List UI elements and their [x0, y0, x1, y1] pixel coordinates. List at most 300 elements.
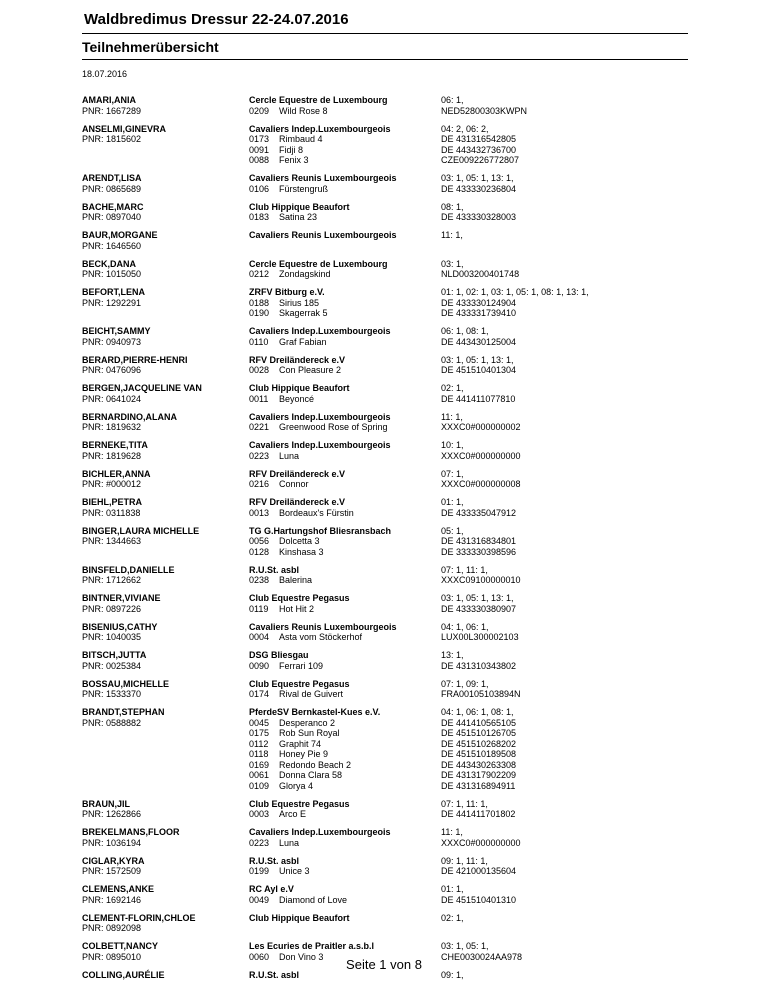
participant-row [82, 326, 688, 347]
competition-starts: 11: 1, [441, 411, 463, 422]
participant-row [82, 593, 688, 614]
horse-entry [249, 838, 441, 849]
competition-starts: 03: 1, [441, 258, 464, 269]
horse-name: Asta vom Stöckerhof [279, 632, 363, 642]
horse-name: Beyoncé [279, 393, 315, 404]
horse-passport-number: CHE0030024AA978 [441, 951, 523, 962]
competition-starts: 09: 1, [441, 969, 464, 980]
rider-pnr: PNR: 0895010 [82, 951, 142, 962]
rider-name: BITSCH,JUTTA [82, 650, 147, 660]
rider-pnr: PNR: 1036194 [82, 837, 142, 848]
rider-cell [82, 173, 249, 194]
horse-name: Honey Pie 9 [279, 749, 329, 759]
participant-row [82, 650, 688, 671]
competition-starts: 01: 1, [441, 884, 464, 894]
participant-row [82, 355, 688, 376]
horse-entry [249, 770, 441, 781]
club-name: Club Hippique Beaufort [249, 912, 350, 923]
horse-passport-number: XXXC09100000010 [441, 575, 521, 585]
horse-name: Zondagskind [279, 269, 331, 279]
horse-entry [249, 604, 441, 615]
horse-entry [249, 536, 441, 547]
horse-entry [249, 728, 441, 739]
details-cell [441, 913, 688, 934]
horse-id: 0049 [249, 894, 270, 905]
club-name: Club Hippique Beaufort [249, 201, 350, 212]
club-cell [249, 440, 441, 461]
horse-name: Redondo Beach 2 [279, 759, 352, 770]
club-name: TG G.Hartungshof Bliesransbach [249, 525, 392, 536]
horse-passport-number: DE 421000135604 [441, 866, 517, 876]
details-cell [441, 412, 688, 433]
rider-cell [82, 230, 249, 251]
horse-entry [249, 394, 441, 405]
rider-pnr: PNR: 1292291 [82, 297, 142, 308]
horse-passport-number: DE 441411701802 [441, 809, 516, 819]
competition-starts: 05: 1, [441, 525, 464, 536]
rider-pnr: PNR: 1815602 [82, 134, 142, 144]
details-cell [441, 173, 688, 194]
competition-starts: 06: 1, [441, 95, 464, 105]
rider-name: BINTNER,VIVIANE [82, 593, 161, 603]
club-name: Cavaliers Reunis Luxembourgeois [249, 621, 397, 632]
horse-entry [249, 134, 441, 145]
horse-name: Satina 23 [279, 212, 318, 222]
rider-name: CIGLAR,KYRA [82, 855, 145, 866]
rider-name: BISENIUS,CATHY [82, 621, 158, 632]
horse-entry [249, 106, 441, 117]
horse-passport-number: DE 433330124904 [441, 297, 517, 308]
horse-id: 0109 [249, 780, 270, 791]
horse-id: 0118 [249, 749, 269, 759]
participant-row [82, 173, 688, 194]
details-cell [441, 440, 688, 461]
club-cell [249, 707, 441, 791]
horse-passport-number: DE 451510126705 [441, 728, 517, 738]
horse-entry [249, 689, 441, 700]
rider-name: BRANDT,STEPHAN [82, 707, 165, 717]
details-cell [441, 526, 688, 558]
club-cell [249, 565, 441, 586]
club-cell [249, 679, 441, 700]
horse-id: 0190 [249, 308, 270, 318]
rider-cell [82, 565, 249, 586]
rider-cell [82, 913, 249, 934]
club-name: RFV Dreiländereck e.V [249, 354, 346, 365]
club-cell [249, 526, 441, 558]
horse-name: Bordeaux's Fürstin [279, 507, 354, 518]
club-name: Cavaliers Indep.Luxembourgeois [249, 123, 391, 134]
horse-name: Unice 3 [279, 866, 310, 876]
horse-id: 0106 [249, 183, 270, 194]
horse-id: 0183 [249, 212, 270, 222]
horse-passport-number: NED52800303KWPN [441, 105, 528, 116]
horse-entry [249, 508, 441, 519]
details-cell [441, 259, 688, 280]
participant-list [82, 95, 688, 988]
horse-id: 0174 [249, 689, 270, 699]
rider-pnr: PNR: 1712662 [82, 575, 142, 585]
rider-cell [82, 440, 249, 461]
competition-starts: 01: 1, [441, 497, 464, 507]
club-name: Cavaliers Indep.Luxembourgeois [249, 827, 391, 837]
horse-id: 0223 [249, 837, 270, 848]
horse-passport-number: DE 431316542805 [441, 134, 517, 144]
rider-cell [82, 259, 249, 280]
details-cell [441, 856, 688, 877]
rider-pnr: PNR: 0897226 [82, 603, 142, 614]
horse-id: 0173 [249, 134, 270, 144]
horse-entry [249, 269, 441, 280]
participant-row [82, 202, 688, 223]
horse-passport-number: DE 433331739410 [441, 308, 517, 318]
details-cell [441, 355, 688, 376]
section-divider [82, 59, 688, 60]
details-cell [441, 124, 688, 166]
rider-pnr: PNR: 1572509 [82, 866, 142, 876]
horse-passport-number: DE 431310343802 [441, 660, 517, 671]
rider-pnr: PNR: #000012 [82, 479, 142, 489]
rider-pnr: PNR: 0865689 [82, 183, 142, 194]
participant-row [82, 383, 688, 404]
horse-id: 0004 [249, 632, 270, 642]
rider-cell [82, 202, 249, 223]
rider-name: BREKELMANS,FLOOR [82, 827, 180, 837]
horse-passport-number: DE 451510189508 [441, 749, 517, 759]
horse-id: 0061 [249, 770, 270, 780]
horse-entry [249, 575, 441, 586]
club-cell [249, 259, 441, 280]
horse-passport-number: DE 431316894911 [441, 780, 516, 791]
horse-name: Diamond of Love [279, 894, 348, 905]
club-cell [249, 326, 441, 347]
rider-pnr: PNR: 0311838 [82, 507, 141, 518]
horse-passport-number: DE 433335047912 [441, 507, 517, 518]
club-cell [249, 856, 441, 877]
horse-name: Luna [279, 837, 300, 848]
club-cell [249, 884, 441, 905]
competition-starts: 07: 1, 09: 1, [441, 678, 489, 689]
details-cell [441, 230, 688, 251]
rider-name: BERNARDINO,ALANA [82, 411, 177, 422]
club-name: Cavaliers Indep.Luxembourgeois [249, 326, 391, 336]
horse-entry [249, 155, 441, 166]
horse-name: Arco E [279, 809, 307, 819]
rider-pnr: PNR: 1819632 [82, 422, 142, 432]
rider-name: BICHLER,ANNA [82, 468, 151, 479]
rider-pnr: PNR: 0897040 [82, 212, 142, 222]
details-cell [441, 622, 688, 643]
rider-pnr: PNR: 0940973 [82, 336, 142, 347]
participant-row [82, 412, 688, 433]
club-name: DSG Bliesgau [249, 650, 309, 660]
horse-entry [249, 718, 441, 729]
horse-name: Rival de Guivert [279, 689, 344, 699]
competition-starts: 02: 1, [441, 912, 464, 923]
club-cell [249, 355, 441, 376]
horse-entry [249, 337, 441, 348]
club-cell [249, 827, 441, 848]
horse-id: 0119 [249, 603, 269, 614]
horse-passport-number: DE 441410565105 [441, 717, 517, 728]
rider-name: BINGER,LAURA MICHELLE [82, 525, 200, 536]
horse-id: 0091 [249, 144, 270, 155]
rider-cell [82, 124, 249, 166]
club-cell [249, 95, 441, 116]
rider-name: BERARD,PIERRE-HENRI [82, 354, 188, 365]
details-cell [441, 827, 688, 848]
competition-starts: 04: 1, 06: 1, [441, 621, 489, 632]
horse-id: 0216 [249, 479, 270, 489]
horse-name: Kinshasa 3 [279, 546, 324, 557]
rider-pnr: PNR: 1819628 [82, 450, 142, 461]
horse-entry [249, 547, 441, 558]
horse-name: Fidji 8 [279, 144, 304, 155]
horse-passport-number: DE 431316834801 [441, 536, 517, 546]
horse-id: 0013 [249, 507, 270, 518]
competition-starts: 08: 1, [441, 201, 464, 212]
horse-entry [249, 760, 441, 771]
club-name: Club Equestre Pegasus [249, 678, 350, 689]
horse-name: Balerina [279, 575, 313, 585]
competition-starts: 03: 1, 05: 1, 13: 1, [441, 354, 514, 365]
horse-name: Hot Hit 2 [279, 603, 315, 614]
horse-passport-number: CZE009226772807 [441, 155, 520, 165]
rider-name: BIEHL,PETRA [82, 497, 143, 507]
horse-entry [249, 212, 441, 223]
details-cell [441, 469, 688, 490]
participant-row [82, 565, 688, 586]
club-name: R.U.St. asbl [249, 969, 300, 980]
club-name: Club Equestre Pegasus [249, 593, 350, 603]
competition-starts: 07: 1, [441, 468, 464, 479]
competition-starts: 03: 1, 05: 1, [441, 941, 489, 951]
horse-id: 0169 [249, 759, 270, 770]
horse-id: 0028 [249, 365, 270, 375]
competition-starts: 11: 1, [441, 230, 463, 240]
horse-name: Don Vino 3 [279, 951, 324, 962]
horse-name: Graf Fabian [279, 336, 327, 347]
horse-entry [249, 298, 441, 309]
horse-name: Luna [279, 450, 300, 461]
competition-starts: 09: 1, 11: 1, [441, 855, 488, 866]
horse-passport-number: NLD003200401748 [441, 269, 520, 279]
competition-starts: 13: 1, [441, 650, 464, 660]
rider-cell [82, 593, 249, 614]
rider-cell [82, 412, 249, 433]
competition-starts: 04: 1, 06: 1, 08: 1, [441, 707, 514, 717]
club-cell [249, 469, 441, 490]
rider-cell [82, 856, 249, 877]
participant-row [82, 497, 688, 518]
horse-passport-number: DE 451510401304 [441, 365, 517, 375]
club-cell [249, 412, 441, 433]
horse-passport-number: DE 433330380907 [441, 603, 517, 614]
horse-name: Skagerrak 5 [279, 308, 328, 318]
horse-passport-number: XXXC0#000000000 [441, 837, 521, 848]
horse-id: 0011 [249, 393, 269, 404]
participant-row [82, 679, 688, 700]
rider-pnr: PNR: 0025384 [82, 660, 142, 671]
competition-starts: 10: 1, [441, 440, 464, 450]
rider-cell [82, 326, 249, 347]
horse-passport-number: DE 433330236804 [441, 183, 517, 194]
details-cell [441, 650, 688, 671]
rider-name: COLLING,AURÉLIE [82, 969, 165, 980]
participant-row [82, 95, 688, 116]
club-name: PferdeSV Bernkastel-Kues e.V. [249, 707, 381, 717]
details-cell [441, 287, 688, 319]
report-date: 18.07.2016 [82, 69, 128, 79]
competition-starts: 04: 2, 06: 2, [441, 123, 489, 134]
horse-entry [249, 479, 441, 490]
club-name: Cavaliers Reunis Luxembourgeois [249, 230, 397, 240]
horse-name: Ferrari 109 [279, 660, 324, 671]
horse-entry [249, 895, 441, 906]
club-name: R.U.St. asbl [249, 855, 300, 866]
club-cell [249, 124, 441, 166]
rider-pnr: PNR: 1533370 [82, 689, 142, 699]
horse-passport-number: LUX00L300002103 [441, 632, 519, 642]
horse-id: 0110 [249, 336, 269, 347]
rider-pnr: PNR: 1040035 [82, 632, 142, 642]
rider-pnr: PNR: 1262866 [82, 809, 142, 819]
horse-id: 0088 [249, 155, 270, 165]
horse-passport-number: DE 443430125004 [441, 336, 517, 347]
rider-pnr: PNR: 1667289 [82, 105, 142, 116]
competition-starts: 03: 1, 05: 1, 13: 1, [441, 173, 514, 183]
club-name: Cavaliers Indep.Luxembourgeois [249, 411, 391, 422]
rider-pnr: PNR: 0641024 [82, 393, 142, 404]
horse-name: Rob Sun Royal [279, 728, 340, 738]
rider-name: BOSSAU,MICHELLE [82, 678, 170, 689]
horse-name: Connor [279, 479, 309, 489]
rider-pnr: PNR: 1015050 [82, 269, 142, 279]
rider-pnr: PNR: 1344663 [82, 536, 142, 546]
horse-entry [249, 866, 441, 877]
horse-passport-number: XXXC0#000000002 [441, 422, 521, 432]
participant-row [82, 856, 688, 877]
participant-row [82, 884, 688, 905]
rider-cell [82, 526, 249, 558]
rider-name: BAUR,MORGANE [82, 230, 158, 240]
horse-name: Graphit 74 [279, 738, 322, 749]
competition-starts: 07: 1, 11: 1, [441, 564, 488, 575]
horse-id: 0212 [249, 269, 270, 279]
horse-id: 0199 [249, 866, 270, 876]
horse-entry [249, 451, 441, 462]
club-name: Club Equestre Pegasus [249, 798, 350, 809]
page-number: Seite 1 von 8 [346, 957, 422, 972]
club-cell [249, 230, 441, 251]
details-cell [441, 383, 688, 404]
details-cell [441, 884, 688, 905]
details-cell [441, 593, 688, 614]
horse-id: 0056 [249, 536, 270, 546]
horse-id: 0188 [249, 297, 270, 308]
competition-starts: 11: 1, [441, 827, 463, 837]
details-cell [441, 202, 688, 223]
horse-passport-number: DE 443430263308 [441, 759, 517, 770]
horse-name: Fenix 3 [279, 155, 309, 165]
horse-id: 0128 [249, 546, 270, 557]
horse-entry [249, 739, 441, 750]
rider-cell [82, 827, 249, 848]
club-name: Les Ecuries de Praitler a.s.b.l [249, 941, 375, 951]
club-name: R.U.St. asbl [249, 564, 300, 575]
details-cell [441, 799, 688, 820]
club-cell [249, 622, 441, 643]
participant-row [82, 440, 688, 461]
rider-cell [82, 355, 249, 376]
rider-cell [82, 469, 249, 490]
club-cell [249, 799, 441, 820]
club-name: Cavaliers Indep.Luxembourgeois [249, 440, 391, 450]
participant-row [82, 259, 688, 280]
club-cell [249, 173, 441, 194]
details-cell [441, 326, 688, 347]
horse-name: Con Pleasure 2 [279, 365, 342, 375]
horse-passport-number: DE 451510401310 [441, 894, 517, 905]
horse-passport-number: DE 333330398596 [441, 546, 517, 557]
rider-cell [82, 287, 249, 319]
horse-id: 0112 [249, 738, 269, 749]
rider-name: CLEMENS,ANKE [82, 884, 155, 894]
rider-name: BRAUN,JIL [82, 798, 131, 809]
rider-cell [82, 95, 249, 116]
club-cell [249, 593, 441, 614]
rider-name: ANSELMI,GINEVRA [82, 123, 167, 134]
rider-name: BERNEKE,TITA [82, 440, 148, 450]
horse-entry [249, 632, 441, 643]
rider-name: COLBETT,NANCY [82, 941, 158, 951]
horse-entry [249, 809, 441, 820]
page-title: Waldbredimus Dressur 22-24.07.2016 [84, 11, 349, 28]
details-cell [441, 565, 688, 586]
club-name: Cavaliers Reunis Luxembourgeois [249, 173, 397, 183]
horse-passport-number: DE 431317902209 [441, 770, 517, 780]
rider-name: BECK,DANA [82, 258, 136, 269]
horse-id: 0090 [249, 660, 270, 671]
rider-pnr: PNR: 0892098 [82, 923, 142, 933]
horse-entry [249, 184, 441, 195]
competition-starts: 03: 1, 05: 1, 13: 1, [441, 593, 514, 603]
competition-starts: 01: 1, 02: 1, 03: 1, 05: 1, 08: 1, 13: 1, [441, 287, 589, 297]
horse-entry [249, 749, 441, 760]
horse-passport-number: DE 433330328003 [441, 212, 517, 222]
details-cell [441, 707, 688, 791]
horse-id: 0209 [249, 105, 270, 116]
participant-row [82, 913, 688, 934]
club-name: ZRFV Bitburg e.V. [249, 287, 325, 297]
participant-row [82, 230, 688, 251]
participant-row [82, 469, 688, 490]
horse-entry [249, 422, 441, 433]
horse-passport-number: XXXC0#000000008 [441, 479, 521, 489]
horse-passport-number: DE 451510268202 [441, 738, 517, 749]
club-cell [249, 383, 441, 404]
horse-name: Greenwood Rose of Spring [279, 422, 388, 432]
details-cell [441, 679, 688, 700]
horse-name: Donna Clara 58 [279, 770, 343, 780]
horse-entry [249, 145, 441, 156]
rider-name: BERGEN,JACQUELINE VAN [82, 383, 202, 393]
participant-row [82, 622, 688, 643]
horse-name: Sirius 185 [279, 297, 320, 308]
horse-id: 0175 [249, 728, 270, 738]
rider-cell [82, 884, 249, 905]
club-cell [249, 497, 441, 518]
